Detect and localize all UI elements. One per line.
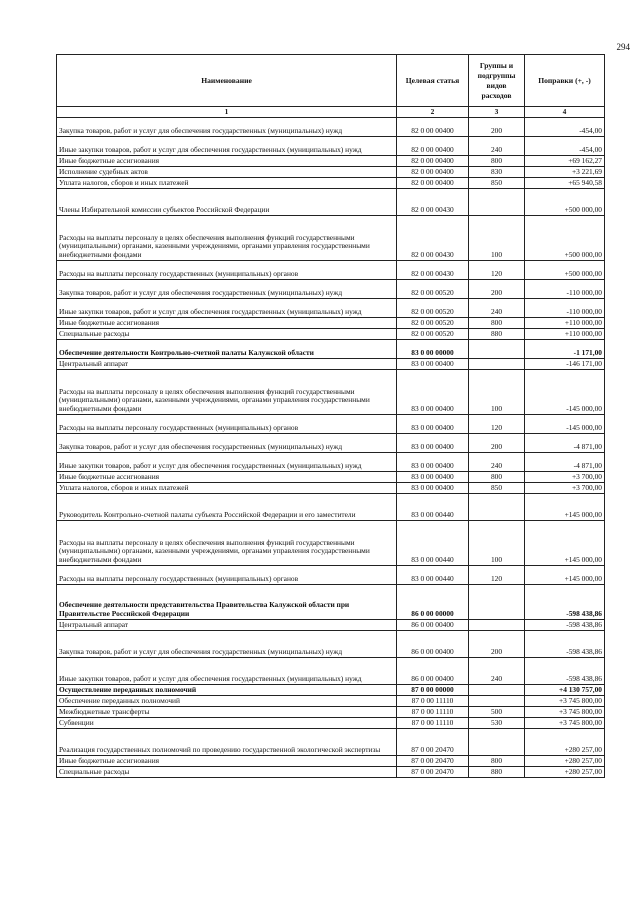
row-group-cell	[469, 685, 525, 696]
row-name-cell: Обеспечение переданных полномочий	[57, 696, 397, 707]
row-target-code-cell: 83 0 00 00400	[397, 472, 469, 483]
table-row	[57, 280, 605, 299]
row-group-cell	[469, 585, 525, 620]
column-index: 1	[57, 107, 397, 118]
table-row	[57, 340, 605, 359]
table-row	[57, 137, 605, 156]
row-target-code-cell: 87 0 00 00000	[397, 685, 469, 696]
header-amendments: Поправки (+, -)	[525, 55, 605, 107]
row-target-code-cell: 82 0 00 00400	[397, 178, 469, 189]
row-target-code-cell: 87 0 00 11110	[397, 696, 469, 707]
table-row	[57, 521, 605, 566]
row-group-cell	[469, 340, 525, 359]
table-row	[57, 696, 605, 707]
row-target-code-cell: 83 0 00 00440	[397, 494, 469, 521]
row-target-code-cell: 83 0 00 00440	[397, 566, 469, 585]
row-amount-cell: -110 000,00	[525, 280, 605, 299]
budget-amendments-table	[56, 54, 605, 778]
row-group-cell: 200	[469, 280, 525, 299]
row-target-code-cell: 83 0 00 00400	[397, 453, 469, 472]
row-group-cell: 530	[469, 718, 525, 729]
row-group-cell: 240	[469, 453, 525, 472]
column-index-row	[57, 107, 605, 118]
table-row	[57, 756, 605, 767]
row-name-cell: Специальные расходы	[57, 329, 397, 340]
row-amount-cell: -454,00	[525, 118, 605, 137]
row-name-cell: Расходы на выплаты персоналу государственных (муниципальных) органов	[57, 261, 397, 280]
row-name-cell: Центральный аппарат	[57, 620, 397, 631]
row-amount-cell: -4 871,00	[525, 453, 605, 472]
row-target-code-cell: 83 0 00 00400	[397, 359, 469, 370]
row-target-code-cell: 87 0 00 20470	[397, 756, 469, 767]
row-group-cell: 200	[469, 434, 525, 453]
row-name-cell: Расходы на выплаты персоналу государственных (муниципальных) органов	[57, 415, 397, 434]
row-amount-cell: +280 257,00	[525, 729, 605, 756]
row-group-cell	[469, 494, 525, 521]
row-name-cell: Субвенции	[57, 718, 397, 729]
table-row	[57, 329, 605, 340]
table-row	[57, 261, 605, 280]
table-row	[57, 370, 605, 415]
row-amount-cell: +3 745 800,00	[525, 707, 605, 718]
row-amount-cell: +110 000,00	[525, 318, 605, 329]
row-name-cell: Закупка товаров, работ и услуг для обеспечения государственных (муниципальных) нужд	[57, 280, 397, 299]
row-group-cell: 120	[469, 566, 525, 585]
row-group-cell	[469, 696, 525, 707]
row-amount-cell: +3 700,00	[525, 483, 605, 494]
row-amount-cell: -598 438,86	[525, 658, 605, 685]
table-row	[57, 685, 605, 696]
table-row	[57, 566, 605, 585]
row-target-code-cell: 82 0 00 00520	[397, 329, 469, 340]
row-name-cell: Центральный аппарат	[57, 359, 397, 370]
table-row	[57, 156, 605, 167]
table-row	[57, 620, 605, 631]
row-group-cell: 800	[469, 318, 525, 329]
row-amount-cell: -110 000,00	[525, 299, 605, 318]
row-target-code-cell: 83 0 00 00400	[397, 370, 469, 415]
row-name-cell: Межбюджетные трансферты	[57, 707, 397, 718]
row-group-cell	[469, 359, 525, 370]
row-name-cell: Расходы на выплаты персоналу в целях обеспечения выполнения функций государственными (муниципальными) органами, казенными учреждениями, органами управления государственными внебюджетными фондами	[57, 370, 397, 415]
table-row	[57, 415, 605, 434]
row-amount-cell: -4 871,00	[525, 434, 605, 453]
row-target-code-cell: 87 0 00 11110	[397, 718, 469, 729]
row-target-code-cell: 82 0 00 00400	[397, 118, 469, 137]
row-group-cell: 880	[469, 767, 525, 778]
row-name-cell: Расходы на выплаты персоналу в целях обеспечения выполнения функций государственными (муниципальными) органами, казенными учреждениями, органами управления государственными внебюджетными фондами	[57, 216, 397, 261]
row-name-cell: Иные закупки товаров, работ и услуг для обеспечения государственных (муниципальных) нужд	[57, 453, 397, 472]
row-group-cell: 800	[469, 472, 525, 483]
row-target-code-cell: 82 0 00 00520	[397, 299, 469, 318]
table-row	[57, 483, 605, 494]
column-index: 4	[525, 107, 605, 118]
row-name-cell: Обеспечение деятельности Контрольно-счетной палаты Калужской области	[57, 340, 397, 359]
row-name-cell: Исполнение судебных актов	[57, 167, 397, 178]
row-amount-cell: -598 438,86	[525, 631, 605, 658]
table-row	[57, 189, 605, 216]
row-group-cell: 800	[469, 156, 525, 167]
table-row	[57, 631, 605, 658]
row-name-cell: Закупка товаров, работ и услуг для обеспечения государственных (муниципальных) нужд	[57, 118, 397, 137]
header-expense-groups: Группы и подгруппы видов расходов	[469, 55, 525, 107]
row-target-code-cell: 82 0 00 00430	[397, 261, 469, 280]
row-group-cell: 880	[469, 329, 525, 340]
row-amount-cell: -145 000,00	[525, 415, 605, 434]
row-amount-cell: +145 000,00	[525, 521, 605, 566]
table-row	[57, 472, 605, 483]
row-target-code-cell: 87 0 00 20470	[397, 767, 469, 778]
row-name-cell: Расходы на выплаты персоналу государственных (муниципальных) органов	[57, 566, 397, 585]
row-target-code-cell: 86 0 00 00400	[397, 658, 469, 685]
row-name-cell: Члены Избирательной комиссии субъектов Российской Федерации	[57, 189, 397, 216]
row-target-code-cell: 83 0 00 00400	[397, 415, 469, 434]
row-amount-cell: +3 221,69	[525, 167, 605, 178]
table-row	[57, 767, 605, 778]
row-group-cell: 100	[469, 216, 525, 261]
row-amount-cell: -454,00	[525, 137, 605, 156]
row-name-cell: Реализация государственных полномочий по проведению государственной экологической экспертизы	[57, 729, 397, 756]
row-name-cell: Иные бюджетные ассигнования	[57, 318, 397, 329]
row-group-cell: 100	[469, 370, 525, 415]
table-row	[57, 167, 605, 178]
row-target-code-cell: 82 0 00 00400	[397, 137, 469, 156]
row-name-cell: Закупка товаров, работ и услуг для обеспечения государственных (муниципальных) нужд	[57, 631, 397, 658]
row-name-cell: Иные закупки товаров, работ и услуг для обеспечения государственных (муниципальных) нужд	[57, 658, 397, 685]
row-name-cell: Иные бюджетные ассигнования	[57, 756, 397, 767]
row-amount-cell: -146 171,00	[525, 359, 605, 370]
table-row	[57, 494, 605, 521]
table-body	[57, 118, 605, 778]
row-group-cell: 500	[469, 707, 525, 718]
row-target-code-cell: 83 0 00 00400	[397, 483, 469, 494]
row-group-cell: 200	[469, 118, 525, 137]
row-group-cell: 850	[469, 483, 525, 494]
row-group-cell: 200	[469, 631, 525, 658]
row-target-code-cell: 82 0 00 00430	[397, 189, 469, 216]
row-target-code-cell: 86 0 00 00400	[397, 631, 469, 658]
table-header-row	[57, 55, 605, 107]
row-target-code-cell: 82 0 00 00400	[397, 156, 469, 167]
table-row	[57, 453, 605, 472]
row-amount-cell: +280 257,00	[525, 756, 605, 767]
table-row	[57, 299, 605, 318]
row-name-cell: Уплата налогов, сборов и иных платежей	[57, 178, 397, 189]
row-name-cell: Обеспечение деятельности представительства Правительства Калужской области при Правительстве Российской Федерации	[57, 585, 397, 620]
row-name-cell: Руководитель Контрольно-счетной палаты субъекта Российской Федерации и его заместители	[57, 494, 397, 521]
row-amount-cell: +69 162,27	[525, 156, 605, 167]
table-row	[57, 434, 605, 453]
table-row	[57, 359, 605, 370]
column-index: 3	[469, 107, 525, 118]
row-name-cell: Специальные расходы	[57, 767, 397, 778]
row-name-cell: Иные закупки товаров, работ и услуг для обеспечения государственных (муниципальных) нужд	[57, 299, 397, 318]
row-name-cell: Расходы на выплаты персоналу в целях обеспечения выполнения функций государственными (муниципальными) органами, казенными учреждениями, органами управления государственными внебюджетными фондами	[57, 521, 397, 566]
table-row	[57, 707, 605, 718]
table-row	[57, 118, 605, 137]
row-target-code-cell: 87 0 00 11110	[397, 707, 469, 718]
row-name-cell: Уплата налогов, сборов и иных платежей	[57, 483, 397, 494]
row-amount-cell: -145 000,00	[525, 370, 605, 415]
column-index: 2	[397, 107, 469, 118]
table-row	[57, 729, 605, 756]
page-number: 294	[616, 42, 630, 52]
row-group-cell: 240	[469, 658, 525, 685]
row-amount-cell: -598 438,86	[525, 620, 605, 631]
row-group-cell: 800	[469, 756, 525, 767]
table-row	[57, 178, 605, 189]
row-target-code-cell: 82 0 00 00430	[397, 216, 469, 261]
row-group-cell: 120	[469, 261, 525, 280]
row-group-cell: 100	[469, 521, 525, 566]
table-row	[57, 318, 605, 329]
row-name-cell: Иные бюджетные ассигнования	[57, 472, 397, 483]
row-amount-cell: +4 130 757,00	[525, 685, 605, 696]
row-name-cell: Иные бюджетные ассигнования	[57, 156, 397, 167]
row-amount-cell: +500 000,00	[525, 261, 605, 280]
row-group-cell: 850	[469, 178, 525, 189]
header-name: Наименование	[57, 55, 397, 107]
row-amount-cell: +110 000,00	[525, 329, 605, 340]
row-target-code-cell: 82 0 00 00400	[397, 167, 469, 178]
row-amount-cell: +145 000,00	[525, 494, 605, 521]
row-group-cell: 120	[469, 415, 525, 434]
row-amount-cell: +3 745 800,00	[525, 718, 605, 729]
row-amount-cell: -598 438,86	[525, 585, 605, 620]
row-name-cell: Иные закупки товаров, работ и услуг для обеспечения государственных (муниципальных) нужд	[57, 137, 397, 156]
row-group-cell: 830	[469, 167, 525, 178]
row-group-cell	[469, 189, 525, 216]
row-amount-cell: +145 000,00	[525, 566, 605, 585]
row-target-code-cell: 86 0 00 00000	[397, 585, 469, 620]
row-amount-cell: +65 940,58	[525, 178, 605, 189]
row-target-code-cell: 87 0 00 20470	[397, 729, 469, 756]
row-target-code-cell: 82 0 00 00520	[397, 318, 469, 329]
row-target-code-cell: 83 0 00 00000	[397, 340, 469, 359]
row-target-code-cell: 83 0 00 00440	[397, 521, 469, 566]
table-row	[57, 216, 605, 261]
table-row	[57, 658, 605, 685]
row-amount-cell: +3 700,00	[525, 472, 605, 483]
header-target-article: Целевая статья	[397, 55, 469, 107]
table-row	[57, 718, 605, 729]
row-amount-cell: +280 257,00	[525, 767, 605, 778]
row-target-code-cell: 82 0 00 00520	[397, 280, 469, 299]
row-amount-cell: +3 745 800,00	[525, 696, 605, 707]
row-amount-cell: +500 000,00	[525, 189, 605, 216]
row-target-code-cell: 86 0 00 00400	[397, 620, 469, 631]
row-target-code-cell: 83 0 00 00400	[397, 434, 469, 453]
row-amount-cell: -1 171,00	[525, 340, 605, 359]
row-group-cell	[469, 620, 525, 631]
row-group-cell: 240	[469, 137, 525, 156]
row-name-cell: Осуществление переданных полномочий	[57, 685, 397, 696]
table-row	[57, 585, 605, 620]
row-group-cell: 240	[469, 299, 525, 318]
row-group-cell	[469, 729, 525, 756]
row-name-cell: Закупка товаров, работ и услуг для обеспечения государственных (муниципальных) нужд	[57, 434, 397, 453]
row-amount-cell: +500 000,00	[525, 216, 605, 261]
